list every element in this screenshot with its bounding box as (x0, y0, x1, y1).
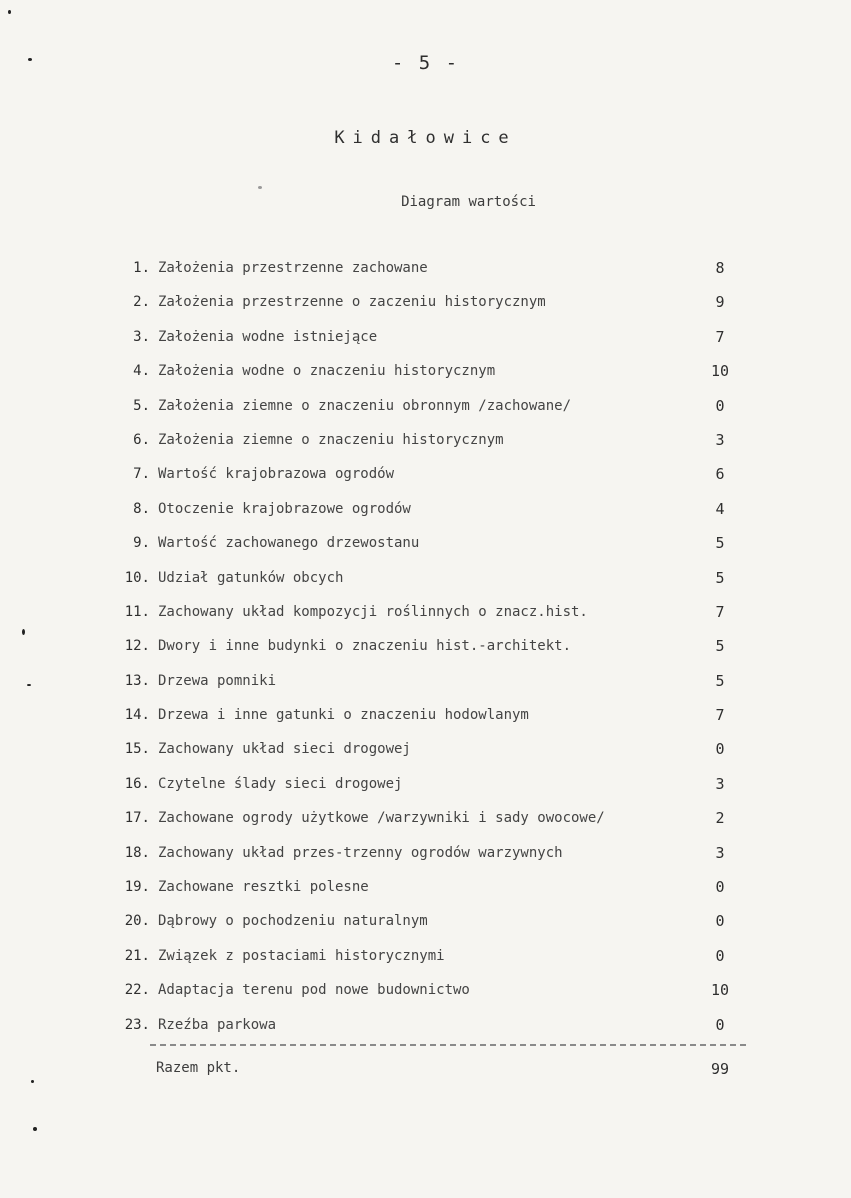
list-item (0, 635, 851, 669)
list-item (0, 326, 851, 360)
item-value: 7 (715, 327, 725, 346)
item-label: Zachowany układ przes-trzenny ogrodów warzywnych (158, 844, 563, 861)
item-label: Dąbrowy o pochodzeniu naturalnym (158, 913, 428, 930)
item-number: 1. (133, 260, 150, 276)
list-item (0, 704, 851, 738)
list-item (0, 979, 851, 1013)
item-value: 5 (715, 534, 725, 553)
list-item (0, 807, 851, 841)
scan-speck (27, 684, 31, 686)
item-value: 2 (715, 809, 725, 828)
list-item (0, 773, 851, 807)
item-number: 6. (133, 431, 150, 448)
item-label: Drzewa pomniki (158, 672, 277, 689)
item-number: 11. (124, 603, 150, 620)
item-number: 3. (133, 328, 150, 345)
item-label: Założenia ziemne o znaczeniu historycznym (158, 431, 504, 448)
item-value: 5 (715, 568, 725, 587)
item-value: 0 (715, 878, 725, 897)
item-value: 0 (715, 912, 725, 931)
scan-speck (22, 629, 25, 635)
list-item (0, 532, 851, 566)
item-number: 18. (124, 844, 150, 861)
item-value: 0 (715, 946, 725, 965)
total-label: Razem pkt. (156, 1060, 241, 1076)
item-label: Założenia wodne istniejące (158, 328, 378, 345)
item-value: 10 (710, 362, 730, 381)
item-value: 7 (715, 706, 725, 725)
item-label: Założenia przestrzenne o zaczeniu historycznym (158, 294, 546, 311)
scan-speck (8, 10, 11, 14)
item-value: 9 (715, 293, 725, 312)
list-item (0, 463, 851, 497)
list-item (0, 257, 851, 291)
item-value: 6 (715, 465, 725, 484)
item-label: Zachowane ogrody użytkowe /warzywniki i sady owocowe/ (158, 810, 605, 827)
item-number: 23. (124, 1016, 150, 1033)
list-item (0, 1014, 851, 1048)
item-label: Zachowany układ sieci drogowej (158, 741, 411, 758)
list-item (0, 601, 851, 635)
item-value: 3 (715, 843, 725, 862)
total-divider (150, 1044, 746, 1046)
item-label: Dwory i inne budynki o znaczeniu hist.-architekt. (158, 638, 572, 655)
list-item (0, 738, 851, 772)
item-number: 7. (133, 466, 150, 483)
scan-speck (33, 1127, 37, 1131)
item-value: 10 (710, 981, 730, 1000)
list-item (0, 945, 851, 979)
list-item (0, 567, 851, 601)
item-number: 15. (124, 741, 150, 758)
item-value: 5 (715, 671, 725, 690)
item-number: 21. (124, 947, 150, 964)
list-item (0, 429, 851, 463)
item-number: 17. (124, 810, 150, 827)
item-number: 13. (124, 672, 150, 689)
list-item (0, 670, 851, 704)
page-number: - 5 - (391, 52, 460, 74)
item-number: 20. (124, 913, 150, 930)
item-number: 2. (133, 294, 150, 311)
item-value: 4 (715, 499, 725, 518)
item-number: 10. (124, 569, 150, 586)
item-label: Drzewa i inne gatunki o znaczeniu hodowlanym (158, 707, 529, 724)
item-number: 22. (124, 982, 150, 999)
list-item (0, 360, 851, 394)
diagram-title: Diagram wartości (401, 194, 536, 210)
item-value: 7 (715, 602, 725, 621)
item-number: 5. (133, 397, 150, 414)
item-number: 14. (124, 707, 150, 724)
list-item (0, 910, 851, 944)
item-value: 3 (715, 774, 725, 793)
item-value: 3 (715, 430, 725, 449)
item-value: 5 (715, 637, 725, 656)
list-item (0, 395, 851, 429)
item-number: 12. (124, 638, 150, 655)
item-value: 8 (715, 259, 725, 277)
total-value: 99 (710, 1060, 730, 1078)
item-label: Wartość zachowanego drzewostanu (158, 535, 420, 552)
list-item (0, 876, 851, 910)
item-label: Udział gatunków obcych (158, 569, 344, 586)
scan-speck (258, 186, 262, 189)
item-label: Założenia przestrzenne zachowane (158, 260, 428, 276)
item-number: 8. (133, 500, 150, 517)
item-label: Zachowane resztki polesne (158, 879, 369, 896)
item-label: Adaptacja terenu pod nowe budownictwo (158, 982, 470, 999)
item-label: Założenia ziemne o znaczeniu obronnym /zachowane/ (158, 397, 572, 414)
item-number: 4. (133, 363, 150, 380)
item-value: 0 (715, 740, 725, 759)
item-number: 9. (133, 535, 150, 552)
item-number: 16. (124, 775, 150, 792)
item-label: Czytelne ślady sieci drogowej (158, 775, 403, 792)
list-item (0, 291, 851, 325)
value-list (0, 257, 851, 1048)
item-value: 0 (715, 396, 725, 415)
item-label: Zachowany układ kompozycji roślinnych o znacz.hist. (158, 603, 588, 620)
scan-speck (31, 1080, 34, 1083)
place-title: Kidałowice (334, 128, 517, 148)
item-label: Otoczenie krajobrazowe ogrodów (158, 500, 411, 517)
item-label: Wartość krajobrazowa ogrodów (158, 466, 395, 483)
scan-speck (28, 58, 32, 61)
list-item (0, 498, 851, 532)
item-label: Założenia wodne o znaczeniu historycznym (158, 363, 496, 380)
item-label: Rzeźba parkowa (158, 1016, 277, 1033)
item-label: Związek z postaciami historycznymi (158, 947, 445, 964)
item-number: 19. (124, 879, 150, 896)
item-value: 0 (715, 1015, 725, 1034)
list-item (0, 842, 851, 876)
